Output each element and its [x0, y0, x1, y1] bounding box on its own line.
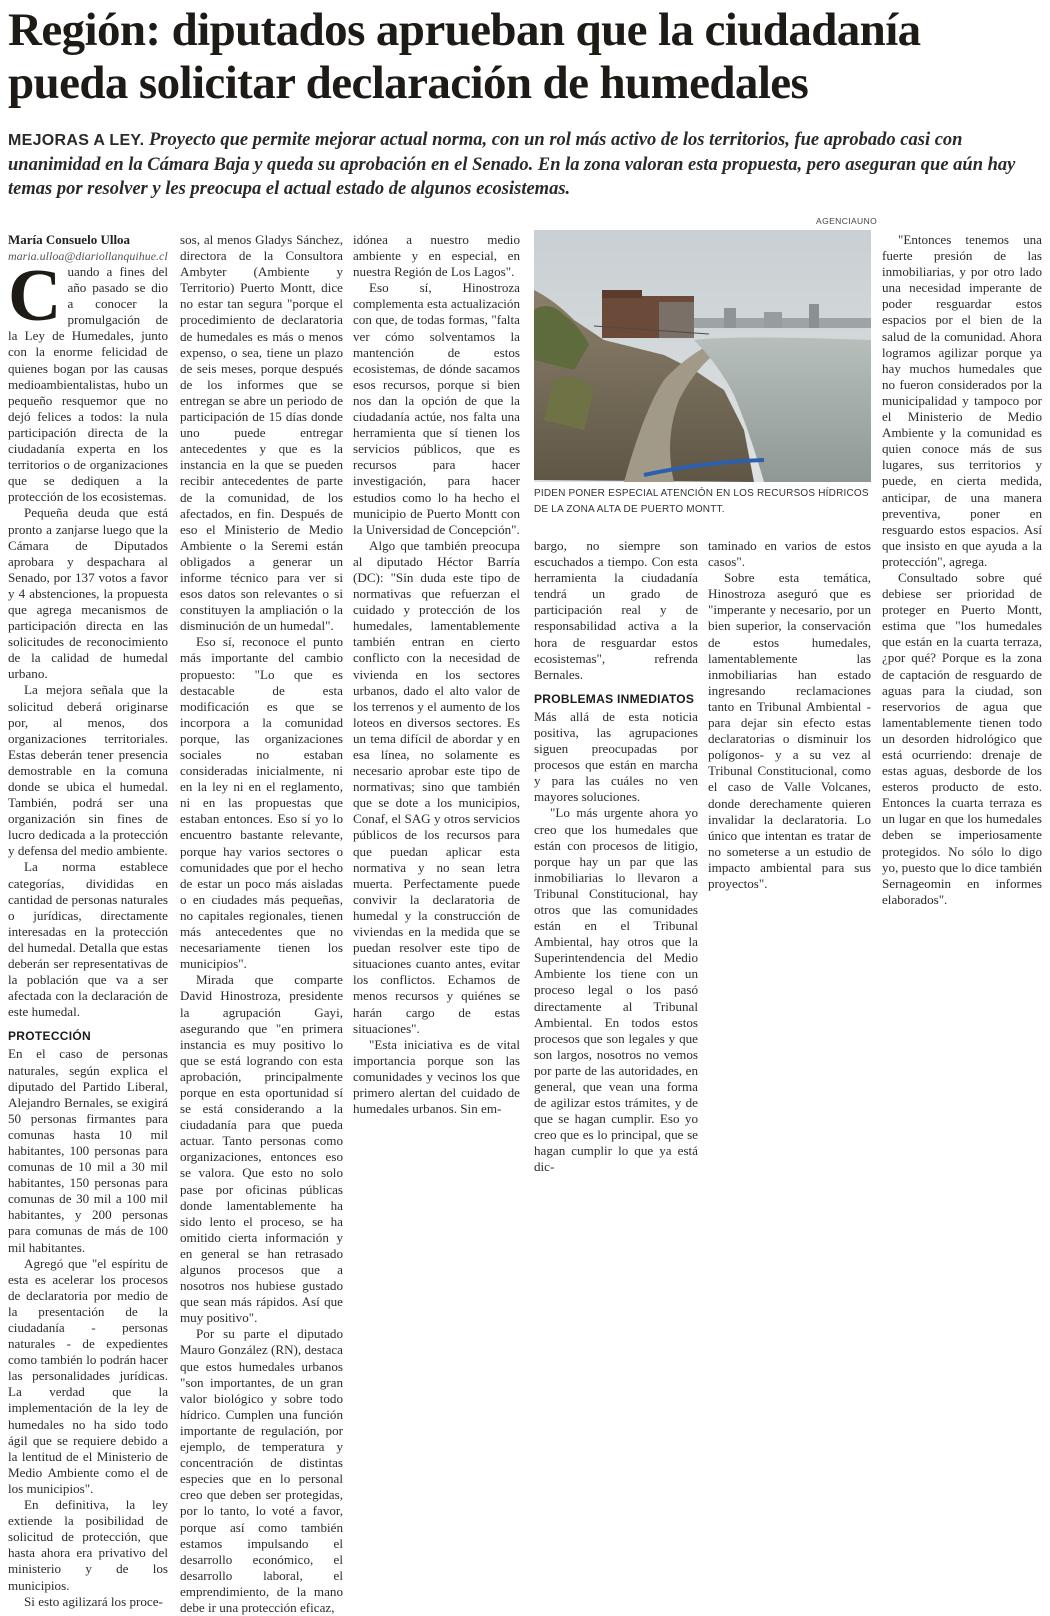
article-column-1: [8, 232, 168, 1610]
deck-text: Proyecto que permite mejorar actual norma, con un rol más activo de los territorios, fue aprobado casi con unanimidad en la Cámara Baja y queda su aprobación en el Senado. En la zona valoran esta propuesta, pero aseguran que aún hay temas por resolver y les preocupa el actual estado de algunos ecosistemas.: [8, 130, 1016, 199]
article-column-3: [353, 232, 520, 1117]
byline-email[interactable]: maria.ulloa@diariollanquihue.cl: [8, 249, 168, 263]
paragraph: Pequeña deuda que está pronto a zanjarse luego que la Cámara de Diputados aprobara y despachara al Senado, por 137 votos a favor y 4 abstenciones, la propuesta que agrega mecanismos de participación directa en las solicitudes de reconocimiento de la calidad de humedal urbano.: [8, 505, 168, 682]
paragraph: "Lo más urgente ahora yo creo que los humedales que están con procesos de litigio, porque hay un par que las inmobiliarias lo llevaron a Tribunal Constitucional, hay otros que las comunidades están en el Tribunal Ambiental, hay otros que la Superintendencia del Medio Ambiente los tiene con un proceso legal o los pasó directamente al Tribunal Ambiental. En todos estos procesos que son legales y que son largos, nosotros no vemos por parte de las autoridades, en general, que vean una forma de agilizar estos trámites, y de que se hagan cumplir. Eso yo creo que es lo principal, que se hagan cumplir lo que ya está dic-: [534, 805, 698, 1175]
paragraph: Más allá de esta noticia positiva, las agrupaciones siguen preocupadas por procesos que están en marcha y para las cuáles no ven mayores soluciones.: [534, 708, 698, 805]
deck-kicker: MEJORAS A LEY.: [8, 132, 145, 149]
paragraph: Sobre esta temática, Hinostroza aseguró que es "imperante y necesario, por un bien superior, la conservación de estos humedales, lamentablemente las inmobiliarias han estado ingresando reclamaciones tanto en Tribunal Ambiental -para dejar sin efecto estas declaratorias o disminuir los polígonos- y a su vez al Tribunal Constitucional, como el caso de Valle Volcanes, donde derechamente quieren invalidar la declaratoria. Lo único que intentan es tratar de no someterse a un estudio de impacto ambiental para sus proyectos".: [708, 570, 871, 891]
section-heading-problemas: PROBLEMAS INMEDIATOS: [534, 691, 695, 706]
article-column-4: [534, 538, 698, 1176]
paragraph: La norma establece categorías, divididas en cantidad de personas naturales o jurídicas, directamente interesadas en la protección del humedal. Detalla que estas deberán ser representativas de la población que va a ser afectada con la declaración de este humedal.: [8, 859, 168, 1020]
photo-caption: PIDEN PONER ESPECIAL ATENCIÓN EN LOS RECURSOS HÍDRICOS DE LA ZONA ALTA DE PUERTO MONTT.: [534, 488, 869, 515]
article-column-2: [180, 232, 343, 1616]
article-column-5: [708, 538, 871, 892]
paragraph: "Esta iniciativa es de vital importancia porque son las comunidades y vecinos los que primero alertan del cuidado de humedales urbanos. Sin em-: [353, 1036, 520, 1117]
wetland-photo-illustration: [534, 230, 871, 482]
paragraph: En el caso de personas naturales, según explica el diputado del Partido Liberal, Alejandro Bernales, se exigirá 50 personas firmantes para comunas hasta 10 mil habitantes, 100 personas para comunas de 10 mil a 30 mil habitantes, 150 personas para comunas de 30 mil a 100 mil habitantes, y 200 personas para comunas de más de 100 mil habitantes.: [8, 1046, 168, 1255]
byline-name: María Consuelo Ulloa: [8, 232, 131, 247]
photo-credit: AGENCIAUNO: [816, 216, 878, 226]
paragraph: idónea a nuestro medio ambiente y en especial, en nuestra Región de Los Lagos".: [353, 232, 520, 280]
paragraph: sos, al menos Gladys Sánchez, directora de la Consultora Ambyter (Ambiente y Territorio) Puerto Montt, dice no estar tan segura "porque el procedimiento de declaratoria de humedales es más o menos expenso, o sea, tiene un plazo de seis meses, porque después de los informes que se entregan se abre un periodo de participación de 15 días donde uno puede entregar antecedentes y que es la instancia en la que se pueden recibir antecedentes de parte de la comunidad, de los afectados, en fin. Después de eso el Ministerio de Medio Ambiente o la Seremi están obligados a generar un informe técnico para ver si esos datos son relevantes o si constituyen la ampliación o la disminución de un humedal".: [180, 232, 343, 634]
paragraph: La mejora señala que la solicitud deberá originarse por, al menos, dos organizaciones territoriales. Estas deberán tener presencia demostrable en la comuna donde se ubica el humedal. También, podrá ser una organización sin fines de lucro dedicada a la protección y defensa del medio ambiente.: [8, 682, 168, 859]
paragraph: "Entonces tenemos una fuerte presión de las inmobiliarias, y por otro lado una necesidad imperante de poder resguardar estos espacios por el bien de la salud de la comunidad. Ahora logramos agilizar porque ya hay muchos humedales que no fueron considerados por la municipalidad y tampoco por el Ministerio de Medio Ambiente y la comunidad es quien conoce más de sus lugares, sus territorios y puede, en cierta medida, anticipar, de una manera preventiva, poner en resguardo estos espacios. Así que insisto en que ayuda a la protección", agrega.: [882, 232, 1042, 569]
paragraph: Algo que también preocupa al diputado Héctor Barría (DC): "Sin duda este tipo de normativas que refuerzan el cuidado y protección de los humedales, lamentablemente también entran en cierto conflicto con la necesidad de vivienda en los sectores urbanos, dado el alto valor de los terrenos y el aumento de los loteos en diversos sectores. Es un tema difícil de abordar y en esa línea, no solamente es necesario aprobar este tipo de normativas; sino que también que se dote a los municipios, Conaf, el SAG y otros servicios públicos de los recursos para que puedan aplicar esta normativa y no sean letra muerta. Perfectamente puede convivir la declaratoria de humedal y la construcción de viviendas en la medida que se puedan resolver este tipo de situaciones cuanto antes, evitar los conflictos. Echamos de menos recursos y quiénes se harán cargo de estas situaciones".: [353, 537, 520, 1036]
drop-cap: C: [8, 255, 62, 337]
paragraph: En definitiva, la ley extiende la posibilidad de solicitud de protección, que hasta ahora era privativo del ministerio y de los municipios.: [8, 1497, 168, 1593]
deck: [8, 128, 1042, 201]
section-heading-proteccion: PROTECCIÓN: [8, 1029, 92, 1044]
paragraph: Si esto agilizará los proce-: [24, 1593, 163, 1609]
paragraph: Agregó que "el espíritu de esta es acelerar los procesos de declaratoria por medio de la presentación de la ciudadanía - personas naturales - de expedientes como también lo podrán hacer las personalidades jurídicas. La verdad que la implementación de la ley de humedales no ha sido todo ágil que se requiere debido a la lentitud de el Ministerio de Medio Ambiente como el de los municipios".: [8, 1255, 168, 1496]
article-photo: [534, 230, 871, 482]
article-column-6: [882, 232, 1042, 908]
paragraph: Eso sí, reconoce el punto más importante del cambio propuesto: "Lo que es destacable de esta modificación es que se incorpora a la comunidad porque, las organizaciones sociales no estaban consideradas inicialmente, ni en la ley ni en el reglamento, ni en las propuestas que estaban entonces. Eso sí yo lo encuentro bastante relevante, porque hay varios sectores o comunidades que por el hecho de estar un poco más aisladas o en ciudades más pequeñas, no capitales regionales, tienen más antecedentes que no necesariamente tienen los municipios".: [180, 634, 343, 972]
paragraph: Cuando a fines del año pasado se dio a conocer la promulgación de la Ley de Humedales, junto con la enorme felicidad de quienes bogan por las causas medioambientalistas, hubo un pequeño resquemor que no dejó felices a todos: la nula participación directa de la ciudadanía experta en los territorios o de organizaciones que se dediquen a la protección de los ecosistemas.: [8, 255, 168, 505]
paragraph: Eso sí, Hinostroza complementa esta actualización con que, de todas formas, "falta ver cómo solventamos la mantención de estos ecosistemas, de dónde sacamos esos recursos, porque si bien nos dan la opción de que la ciudadanía actúe, nos falta una herramienta que sí tienen los servicios públicos, que es recursos para hacer investigación, para hacer estudios como lo ha hecho el municipio de Puerto Montt con la Universidad de Concepción".: [353, 280, 520, 537]
paragraph: bargo, no siempre son escuchados a tiempo. Con esta herramienta la ciudadanía tendrá un grado de participación real y de responsabilidad activa a la hora de resguardar estos ecosistemas", refrenda Bernales.: [534, 538, 698, 682]
paragraph: Mirada que comparte David Hinostroza, presidente la agrupación Gayi, asegurando que "en primera instancia es muy positivo lo que se está logrando con esta aprobación, principalmente porque en esta oportunidad sí se está considerando a la ciudadanía para que pueda actuar. Tanto personas como organizaciones, entonces eso se valora. Que esto no solo pase por oficinas públicas donde lamentablemente ha sido lento el proceso, se ha omitido cierta información y en general se han retrasado algunos procesos que a nosotros nos hubiese gustado que sean más rápidos. Así que muy positivo".: [180, 972, 343, 1326]
paragraph: Por su parte el diputado Mauro González (RN), destaca que estos humedales urbanos "son importantes, de un gran valor biológico y sobre todo hídrico. Cumplen una función importante de regulación, por ejemplo, de temperatura y concentración de distintas especies que en lo personal creo que deben ser protegidas, por lo tanto, lo voté a favor, porque así como también estamos impulsando el desarrollo económico, el desarrollo laboral, el emprendimiento, de la mano debe ir una protección eficaz,: [180, 1326, 343, 1615]
headline: Región: diputados aprueban que la ciudadanía pueda solicitar declaración de humedales: [8, 4, 921, 109]
paragraph: Consultado sobre qué debiese ser prioridad de proteger en Puerto Montt, estima que "los humedales que están en la cuarta terraza, ¿por qué? Porque es la zona de captación de resguardo de aguas para la ciudad, son reservorios de agua que lamentablemente tienen todo un desorden hidrológico que está ocurriendo: drenaje de estas aguas, desborde de los esteros producto de esto. Entonces la cuarta terraza es un lugar en que los humedales deben se imperiosamente protegidos. No sólo lo digo yo, puesto que lo dice también Sernageomin en informes elaborados".: [882, 569, 1042, 907]
paragraph: taminado en varios de estos casos".: [708, 538, 871, 570]
